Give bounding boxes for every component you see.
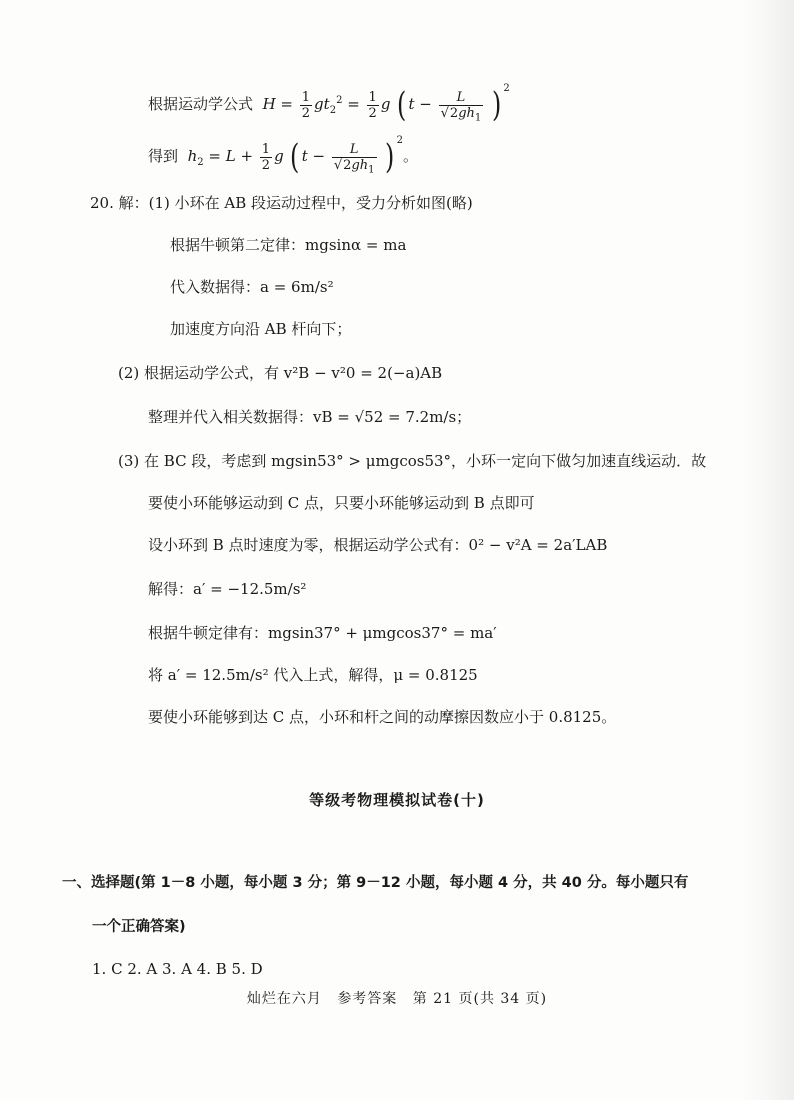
q20-part3-line7: 要使小环能够到达 C 点，小环和杆之间的动摩擦因数应小于 0.8125。 (148, 708, 617, 726)
formula-h-prefix: 根据运动学公式 (148, 95, 254, 113)
q20-part3-line5: 根据牛顿定律有：mgsin37° + μmgcos37° = ma′ (148, 624, 497, 642)
q20-part2: (2) 根据运动学公式，有 v²B − v²0 = 2(−a)AB (118, 364, 443, 382)
formula-line-h: 根据运动学公式 H = $\frac{1}{2}$ $gt_2^2$ = $\frac{1}{2}$ g ( t − $\frac{L}{√2gh_1}$ ) $^2$ (148, 83, 510, 125)
q20-direction: 加速度方向沿 AB 杆向下； (170, 320, 352, 338)
section1-heading-cont: 一个正确答案) (92, 919, 186, 935)
q20-intro-line (90, 192, 473, 214)
q20-part3-line3: 设小环到 B 点时速度为零，根据运动学公式有：0² − v²A = 2a′LAB (148, 536, 608, 554)
section1-answers: 1. C 2. A 3. A 4. B 5. D (92, 960, 263, 978)
footer-page-number: 第 21 页(共 34 页) (412, 991, 548, 1007)
formula-h2-prefix: 得到 (148, 147, 179, 165)
page-footer (0, 988, 794, 1008)
q20-part3-line2: 要使小环能够运动到 C 点，只要小环能够运动到 B 点即可 (148, 494, 535, 512)
formula-line-h2: 得到 $h_2 = L$ + $\frac{1}{2}$ g ( t − $\frac{L}{√2gh_1}$ ) $^2$。 (148, 135, 418, 177)
q20-part3: (3) 在 BC 段，考虑到 mgsin53° > μmgcos53°，小环一定向下做匀加速直线运动．故 (118, 452, 707, 470)
exam-title: 等级考物理模拟试卷(十) (309, 791, 485, 809)
q20-part2-result: 整理并代入相关数据得：vB = √52 = 7.2m/s； (148, 408, 472, 426)
footer-label: 参考答案 (337, 991, 398, 1007)
q20-part3-line6: 将 a′ = 12.5m/s² 代入上式，解得，μ = 0.8125 (148, 666, 478, 684)
q20-sub-a: 代入数据得：a = 6m/s² (170, 278, 334, 296)
q20-newton: 根据牛顿第二定律：mgsinα = ma (170, 236, 407, 254)
footer-book-title: 灿烂在六月 (246, 991, 322, 1007)
q20-number: 20. (90, 194, 114, 212)
q20-intro: 解：(1) 小环在 AB 段运动过程中，受力分析如图(略) (118, 194, 473, 212)
section1-heading: 一、选择题(第 1－8 小题，每小题 3 分；第 9－12 小题，每小题 4 分，共 40 分。每小题只有 (62, 875, 689, 891)
formula-h2-suffix: 。 (402, 147, 418, 165)
scan-edge-shadow (742, 0, 794, 1100)
q20-part3-line4: 解得：a′ = −12.5m/s² (148, 580, 307, 598)
